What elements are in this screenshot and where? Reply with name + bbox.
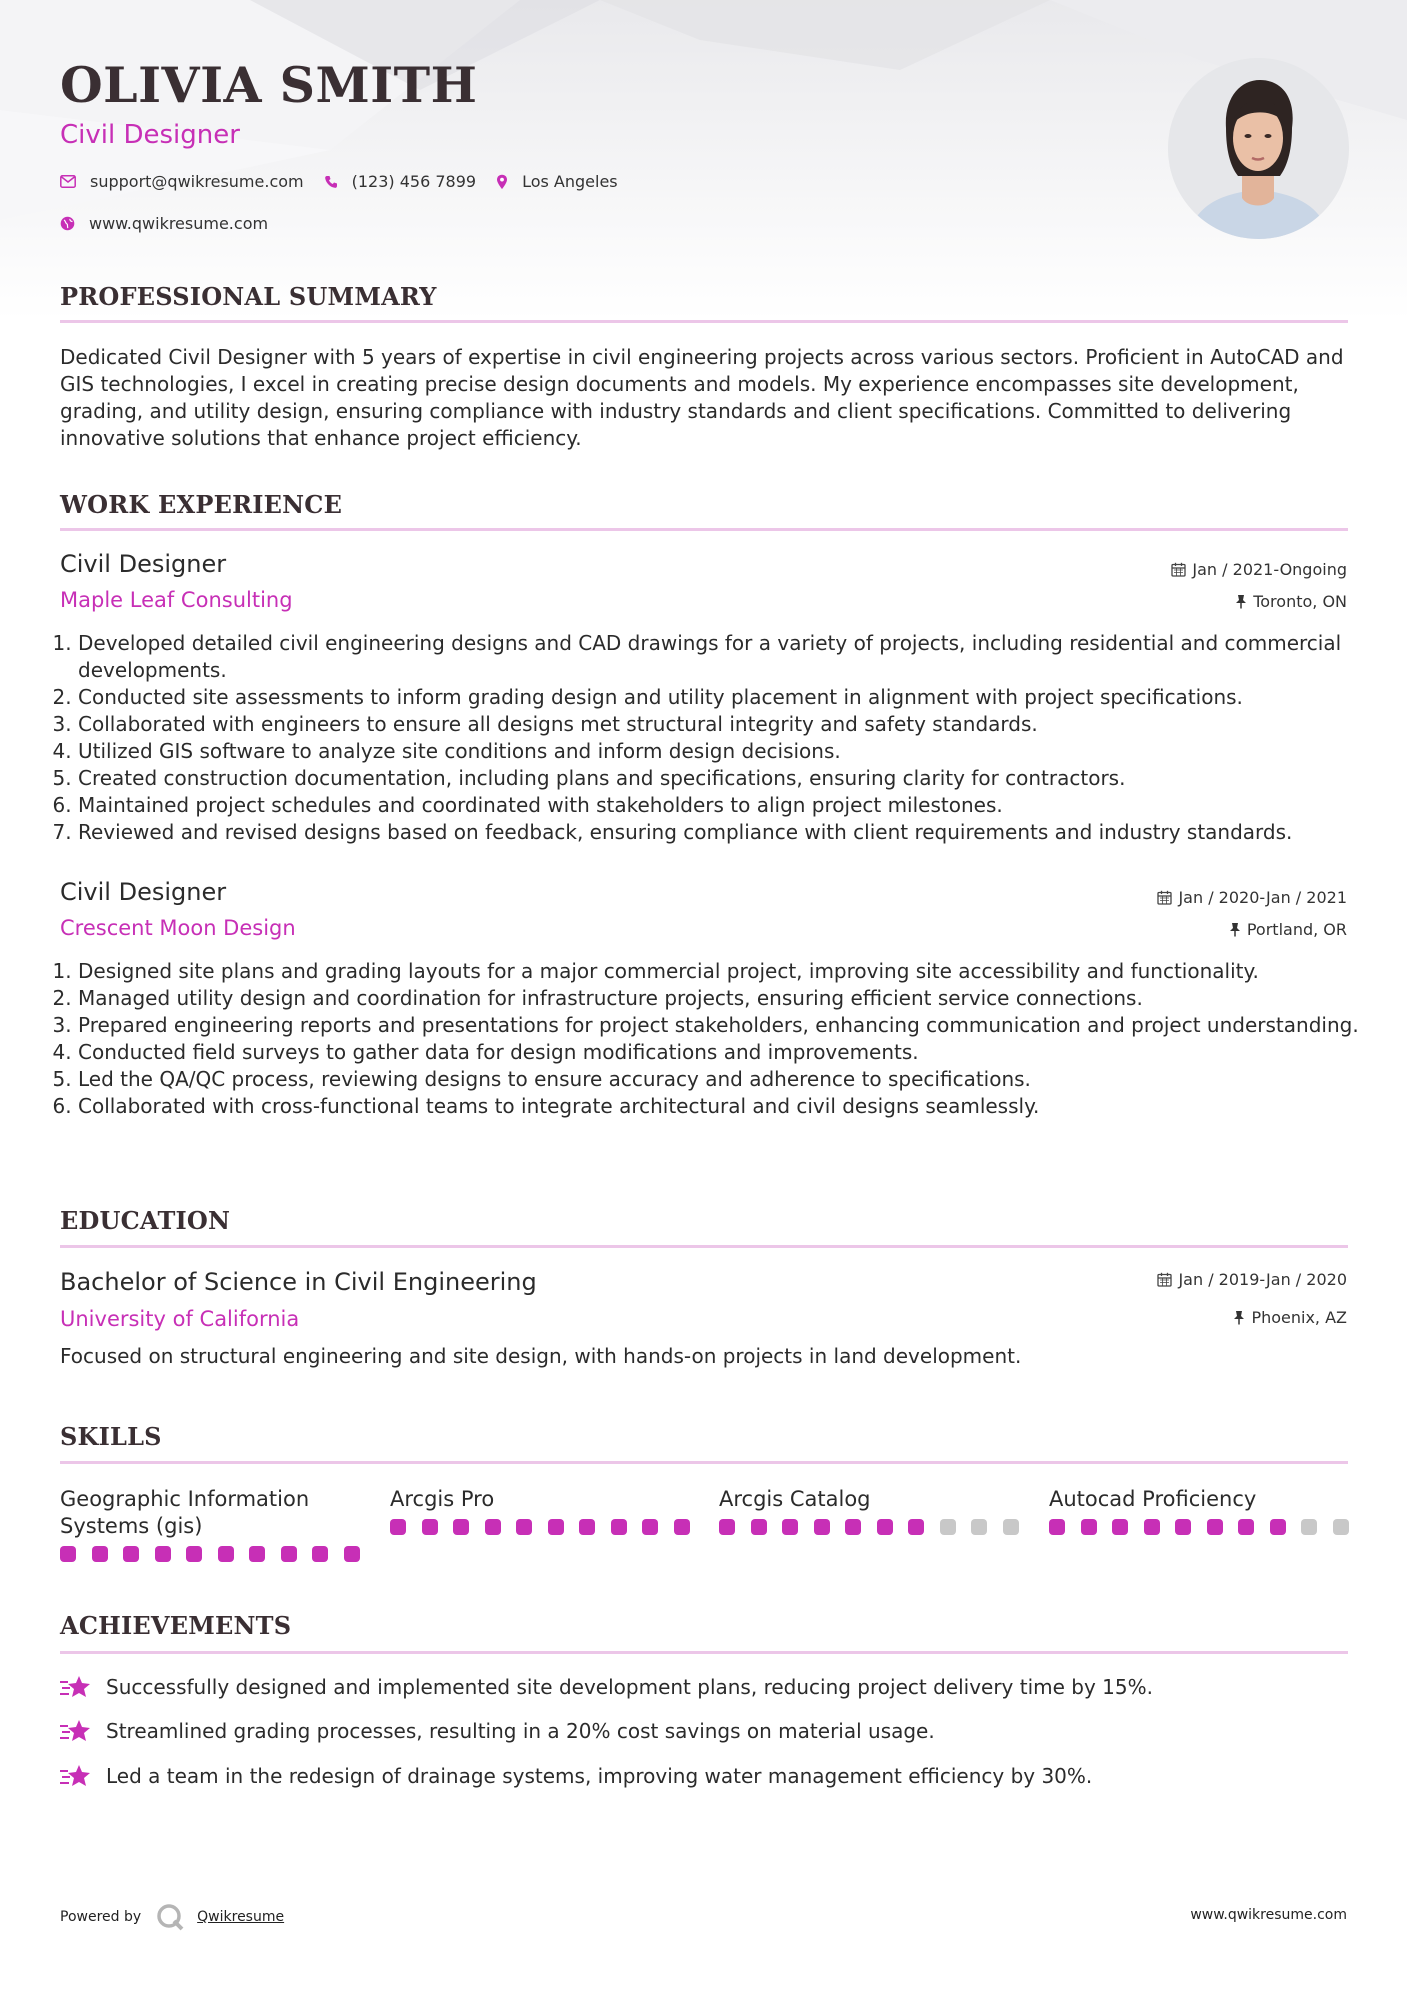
rating-dot-filled [92, 1546, 108, 1562]
shooting-star-icon [60, 1674, 92, 1700]
skill-item [60, 1486, 360, 1562]
company-name: Crescent Moon Design [60, 916, 296, 940]
achievement-item [60, 1674, 1153, 1700]
job-location [1235, 592, 1347, 611]
rating-dot-filled [719, 1519, 735, 1535]
education-heading: EDUCATION [60, 1206, 231, 1235]
achievement-text: Successfully designed and implemented site development plans, reducing project delivery time by 15%. [106, 1675, 1153, 1699]
rating-dot-filled [751, 1519, 767, 1535]
list-item: 7. Reviewed and revised designs based on feedback, ensuring compliance with client requirements and industry standards. [78, 819, 1368, 846]
profile-photo [1168, 58, 1349, 239]
skill-rating [719, 1519, 1019, 1535]
candidate-name: OLIVIA SMITH [60, 56, 478, 114]
achievement-item [60, 1763, 1092, 1789]
phone-icon [324, 175, 338, 189]
job-location-text: Portland, OR [1246, 920, 1347, 939]
list-item: 4. Conducted field surveys to gather data for design modifications and improvements. [78, 1039, 1368, 1066]
achievement-item [60, 1718, 935, 1744]
degree-title: Bachelor of Science in Civil Engineering [60, 1268, 537, 1296]
website-text: www.qwikresume.com [89, 214, 269, 233]
rating-dot-empty [1333, 1519, 1349, 1535]
rating-dot-filled [60, 1546, 76, 1562]
pushpin-icon [1229, 922, 1241, 937]
rating-dot-filled [1207, 1519, 1223, 1535]
footer-powered-by [60, 1902, 284, 1932]
rating-dot-filled [422, 1519, 438, 1535]
job-title: Civil Designer [60, 550, 227, 578]
rating-dot-filled [390, 1519, 406, 1535]
calendar-icon [1171, 562, 1186, 577]
job-dates [1171, 560, 1347, 579]
education-dates-text: Jan / 2019-Jan / 2020 [1178, 1270, 1347, 1289]
rating-dot-filled [611, 1519, 627, 1535]
list-item: 2. Conducted site assessments to inform grading design and utility placement in alignment with project specifications. [78, 684, 1368, 711]
list-item: 2. Managed utility design and coordination for infrastructure projects, ensuring efficient service connections. [78, 985, 1368, 1012]
calendar-icon [1157, 1272, 1172, 1287]
rating-dot-filled [642, 1519, 658, 1535]
rating-dot-empty [1003, 1519, 1019, 1535]
summary-heading: PROFESSIONAL SUMMARY [60, 282, 437, 311]
contact-row [60, 172, 638, 191]
skill-rating [60, 1546, 360, 1562]
skill-rating [390, 1519, 690, 1535]
pushpin-icon [1235, 594, 1247, 609]
achievement-text: Led a team in the redesign of drainage systems, improving water management efficiency by 30%. [106, 1764, 1093, 1788]
rating-dot-filled [782, 1519, 798, 1535]
skill-item [719, 1486, 1019, 1535]
rating-dot-filled [674, 1519, 690, 1535]
rating-dot-filled [908, 1519, 924, 1535]
company-name: Maple Leaf Consulting [60, 588, 293, 612]
shooting-star-icon [60, 1763, 92, 1789]
shooting-star-icon [60, 1718, 92, 1744]
rating-dot-filled [1175, 1519, 1191, 1535]
job-dates-text: Jan / 2020-Jan / 2021 [1178, 888, 1347, 907]
education-location [1233, 1308, 1347, 1327]
job-duties-list [60, 630, 1368, 846]
job-title: Civil Designer [60, 878, 227, 906]
person-portrait-icon [1168, 58, 1349, 239]
rating-dot-filled [312, 1546, 328, 1562]
list-item: 1. Designed site plans and grading layouts for a major commercial project, improving site accessibility and functionality. [78, 958, 1368, 985]
envelope-icon [60, 175, 76, 188]
skill-name: Arcgis Catalog [719, 1487, 871, 1511]
skill-item [390, 1486, 690, 1535]
education-description: Focused on structural engineering and site design, with hands-on projects in land development. [60, 1344, 1022, 1368]
section-divider [60, 320, 1348, 323]
skill-name: Arcgis Pro [390, 1487, 495, 1511]
location-contact [496, 172, 618, 191]
education-dates [1157, 1270, 1347, 1289]
section-divider [60, 1245, 1348, 1248]
rating-dot-filled [814, 1519, 830, 1535]
list-item: 5. Created construction documentation, including plans and specifications, ensuring clarity for contractors. [78, 765, 1368, 792]
rating-dot-filled [155, 1546, 171, 1562]
website-row [60, 214, 288, 233]
achievement-text: Streamlined grading processes, resulting in a 20% cost savings on material usage. [106, 1719, 935, 1743]
job-dates [1157, 888, 1347, 907]
rating-dot-filled [877, 1519, 893, 1535]
footer-url[interactable]: www.qwikresume.com [1190, 1907, 1347, 1923]
job-location-text: Toronto, ON [1253, 592, 1347, 611]
rating-dot-empty [1301, 1519, 1317, 1535]
skill-name: Autocad Proficiency [1049, 1487, 1257, 1511]
qwikresume-logo-icon [155, 1902, 185, 1932]
phone-contact[interactable] [324, 172, 476, 191]
rating-dot-filled [548, 1519, 564, 1535]
list-item: 4. Utilized GIS software to analyze site conditions and inform design decisions. [78, 738, 1368, 765]
location-text: Los Angeles [522, 172, 618, 191]
list-item: 6. Maintained project schedules and coordinated with stakeholders to align project milestones. [78, 792, 1368, 819]
rating-dot-filled [218, 1546, 234, 1562]
powered-by-label: Powered by [60, 1909, 142, 1925]
rating-dot-empty [971, 1519, 987, 1535]
website-contact[interactable] [60, 214, 268, 233]
rating-dot-empty [940, 1519, 956, 1535]
rating-dot-filled [344, 1546, 360, 1562]
calendar-icon [1157, 890, 1172, 905]
section-divider [60, 1651, 1348, 1654]
skill-item [1049, 1486, 1349, 1535]
education-location-text: Phoenix, AZ [1251, 1308, 1347, 1327]
rating-dot-filled [485, 1519, 501, 1535]
skill-name: Geographic Information Systems (gis) [60, 1487, 310, 1538]
list-item: 3. Prepared engineering reports and presentations for project stakeholders, enhancing communication and project understanding. [78, 1012, 1368, 1039]
qwikresume-link[interactable]: Qwikresume [197, 1909, 285, 1925]
job-location [1229, 920, 1347, 939]
job-dates-text: Jan / 2021-Ongoing [1192, 560, 1347, 579]
candidate-title: Civil Designer [60, 120, 240, 150]
rating-dot-filled [186, 1546, 202, 1562]
rating-dot-filled [1112, 1519, 1128, 1535]
rating-dot-filled [123, 1546, 139, 1562]
rating-dot-filled [516, 1519, 532, 1535]
rating-dot-filled [281, 1546, 297, 1562]
rating-dot-filled [579, 1519, 595, 1535]
rating-dot-filled [1144, 1519, 1160, 1535]
list-item: 3. Collaborated with engineers to ensure all designs met structural integrity and safety standards. [78, 711, 1368, 738]
list-item: 5. Led the QA/QC process, reviewing designs to ensure accuracy and adherence to specifications. [78, 1066, 1368, 1093]
skill-rating [1049, 1519, 1349, 1535]
experience-heading: WORK EXPERIENCE [60, 490, 343, 519]
rating-dot-filled [1270, 1519, 1286, 1535]
rating-dot-filled [1081, 1519, 1097, 1535]
globe-icon [60, 216, 75, 231]
section-divider [60, 528, 1348, 531]
section-divider [60, 1461, 1348, 1464]
rating-dot-filled [1238, 1519, 1254, 1535]
school-name: University of California [60, 1307, 300, 1331]
email-text: support@qwikresume.com [90, 172, 304, 191]
phone-text: (123) 456 7899 [351, 172, 477, 191]
list-item: 6. Collaborated with cross-functional teams to integrate architectural and civil designs seamlessly. [78, 1093, 1368, 1120]
rating-dot-filled [453, 1519, 469, 1535]
rating-dot-filled [845, 1519, 861, 1535]
rating-dot-filled [249, 1546, 265, 1562]
achievements-heading: ACHIEVEMENTS [60, 1611, 292, 1640]
pushpin-icon [1233, 1310, 1245, 1325]
summary-text: Dedicated Civil Designer with 5 years of expertise in civil engineering projects across various sectors. Proficient in AutoCAD and GIS technologies, I excel in creating precise design documents and models. My experience encompasses site development, grading, and utility design, ensuring compliance with industry standards and client specifications. Committed to delivering innovative solutions that enhance project efficiency. [60, 345, 1344, 450]
list-item: 1. Developed detailed civil engineering designs and CAD drawings for a variety of projects, including residential and commercial developments. [78, 630, 1368, 684]
skills-heading: SKILLS [60, 1422, 162, 1451]
email-contact[interactable] [60, 172, 304, 191]
map-pin-icon [496, 174, 508, 190]
job-duties-list [60, 958, 1368, 1120]
rating-dot-filled [1049, 1519, 1065, 1535]
